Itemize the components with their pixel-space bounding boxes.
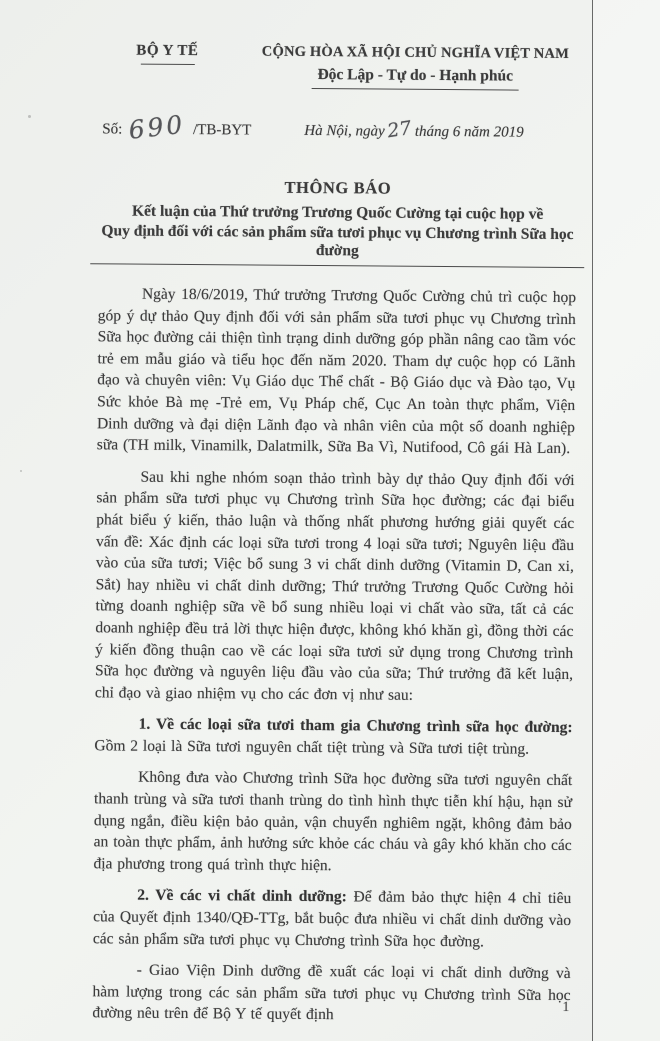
paragraph: [95, 466, 575, 707]
national-header-block: [258, 44, 573, 91]
handwritten-day: 27: [386, 116, 414, 143]
doc-number-suffix: /TB-BYT: [192, 122, 252, 139]
issuing-org-block: [110, 42, 225, 65]
page-number: 1: [562, 999, 570, 1016]
paragraph-text: - Giao Viện Dinh dưỡng đề xuất các loại vi chất dinh dưỡng và hàm lượng trong các sản phẩm sữa tươi phục vụ Chương trình Sữa học đường nêu trên để Bộ Y tế quyết định: [92, 961, 571, 1024]
national-motto: Độc Lập - Tự do - Hạnh phúc: [311, 66, 519, 91]
republic-title: CỘNG HÒA XÃ HỘI CHỦ NGHĨA VIỆT NAM: [261, 43, 570, 62]
paragraph-lead: 2. Về các vi chất dinh dưỡng:: [137, 887, 347, 906]
document-type-heading: THÔNG BÁO: [284, 177, 392, 198]
title-subtitle-line2: Quy định đối với các sản phẩm sữa tươi phục vụ Chương trình Sữa học đường: [90, 222, 584, 268]
paragraph-text: Ngày 18/6/2019, Thứ trưởng Trương Quốc Cường chủ trì cuộc họp góp ý dự thảo Quy định đối với sản phẩm sữa tươi phục vụ Chương trình Sữa học đường cải thiện tình trạng dinh dưỡng góp phần nâng cao tầm vóc trẻ em mẫu giáo và tiểu học đến năm 2020. Tham dự cuộc họp có Lãnh đạo và chuyên viên: Vụ Giáo dục Thể chất - Bộ Giáo dục và Đào tạo, Vụ Sức khỏe Bà mẹ -Trẻ em, Vụ Pháp chế, Cục An toàn thực phẩm, Viện Dinh dưỡng và đại diện Lãnh đạo và nhân viên của một số doanh nghiệp sữa (TH milk, Vinamilk, Dalatmilk, Sữa Ba Vì, Nutifood, Cô gái Hà Lan).: [96, 285, 577, 458]
place-date-prefix: Hà Nội, ngày: [304, 122, 385, 140]
paragraph-text: Không đưa vào Chương trình Sữa học đường sữa tươi nguyên chất thanh trùng và sữa tươi thanh trùng do tình hình thực tiễn khí hậu, hạn sử dụng ngắn, điều kiện bảo quản, vận chuyển nghiêm ngặt, không đảm bảo an toàn thực phẩm, ảnh hưởng sức khỏe các cháu và gây khó khăn cho các địa phương trong quá trình thực hiện.: [93, 769, 573, 875]
document-body: [92, 283, 576, 1038]
org-name: BỘ Y TẾ: [136, 42, 199, 60]
paragraph-section-1: [94, 714, 572, 761]
doc-number-row: [102, 109, 252, 145]
org-underline: [140, 64, 194, 65]
paragraph-text: Để đảm bảo thực hiện 4 chỉ tiêu của Quyết định 1340/QĐ-TTg, bắt buộc đưa nhiều vi chất dinh dưỡng vào các sản phẩm sữa tươi phục vụ Chương trình Sữa học đường.: [92, 888, 572, 950]
title-subtitle-line1: Kết luận của Thứ trưởng Trương Quốc Cường tại cuộc họp về: [131, 202, 544, 223]
paragraph-section-2: [93, 885, 571, 954]
place-date-suffix: tháng 6 năm 2019: [414, 123, 524, 141]
paragraph-text: Sau khi nghe nhóm soạn thảo trình bày dự thảo Quy định đối với sản phẩm sữa tươi phục vụ Chương trình Sữa học đường; các đại biểu phát biểu ý kiến, thảo luận và thống nhất phương hướng giải quyết các vấn đề: Xác định các loại sữa tươi trong 4 loại sữa tươi; Nguyên liệu đầu vào của sữa tươi; Việc bổ sung 3 vi chất dinh dưỡng (Vitamin D, Can xi, Sắt) hay nhiều vi chất dinh dưỡng; Thứ trưởng Trương Quốc Cường hỏi từng doanh nghiệp sữa về bổ sung nhiều loại vi chất vào sữa, tất cả các doanh nghiệp đều trả lời thực hiện được, không khó khăn gì, đồng thời các ý kiến đồng thuận cao về các loại sữa tươi sử dụng trong Chương trình Sữa học đường và nguyên liệu đầu vào của sữa; Thứ trưởng đã kết luận, chỉ đạo và giao nhiệm vụ cho các đơn vị như sau:: [94, 468, 575, 704]
paragraph: [93, 767, 572, 879]
paragraph-dash-item: [92, 960, 570, 1029]
handwritten-doc-number: 690: [127, 109, 187, 145]
title-block: [90, 176, 585, 268]
paragraph: [97, 283, 576, 459]
place-date-row: [304, 118, 524, 142]
doc-number-label: Số:: [102, 121, 123, 138]
paragraph-lead: 1. Về các loại sữa tươi tham gia Chương trình sữa học đường:: [138, 715, 573, 737]
paragraph-text: Gồm 2 loại là Sữa tươi nguyên chất tiệt trùng và Sữa tươi tiệt trùng.: [94, 737, 530, 758]
